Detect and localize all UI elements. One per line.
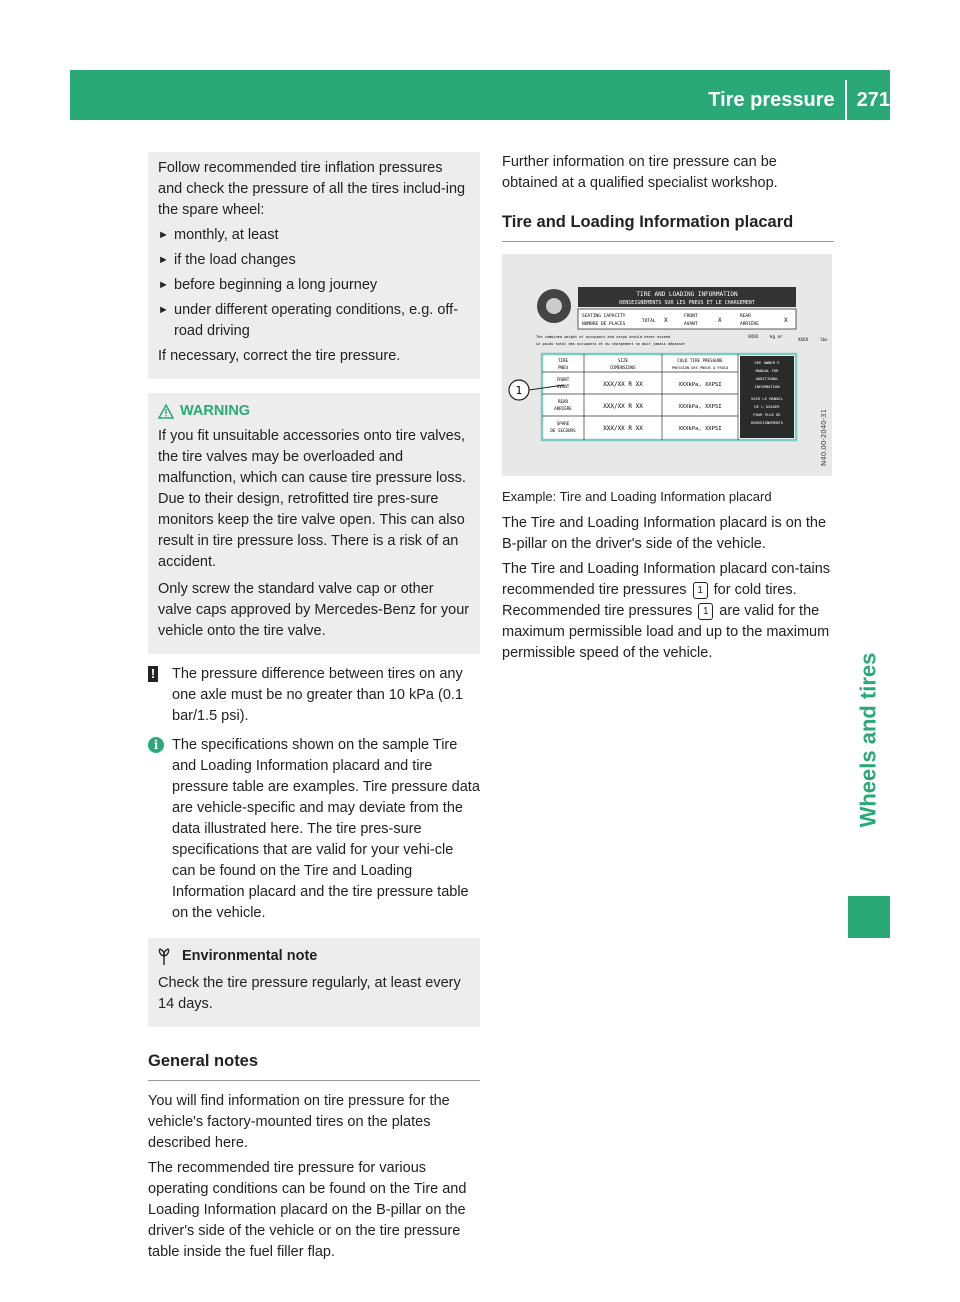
warning-title: WARNING	[158, 401, 470, 422]
svg-text:INFORMATION: INFORMATION	[754, 384, 780, 389]
placard-figure	[502, 254, 832, 476]
inflation-intro: Follow recommended tire inflation pressures and check the pressure of all the tires includ-ing the spare wheel:	[158, 160, 466, 218]
svg-text:XXXX: XXXX	[748, 334, 759, 339]
warning-text: If you fit unsuitable accessories onto tire valves, the tire valves may be overloaded and malfunction, which can cause tire pressure loss. Due to their design, retrofitted tire pres-sure monitors keep the tire valve open. This can also result in tire pressure loss. There is a risk of an accident.	[158, 428, 466, 570]
svg-text:Le poids total des occupants e: Le poids total des occupants et du chargement ne doit jamais dépasser	[536, 342, 686, 346]
right-column	[502, 152, 834, 664]
svg-text:DE SECOURS: DE SECOURS	[550, 428, 576, 433]
svg-text:ARRIÈRE: ARRIÈRE	[554, 406, 572, 411]
svg-text:REAR: REAR	[557, 399, 569, 404]
svg-text:POUR PLUS DE: POUR PLUS DE	[753, 412, 781, 417]
inflation-box	[148, 152, 480, 379]
svg-text:kg or: kg or	[770, 334, 783, 339]
list-item: ► monthly, at least	[158, 225, 470, 246]
caution-icon: !	[148, 666, 158, 682]
bullet-icon: ►	[158, 254, 169, 266]
svg-text:AVANT: AVANT	[556, 384, 570, 389]
svg-text:X: X	[784, 317, 788, 324]
page-number: 271	[856, 89, 890, 111]
svg-text:SIZE: SIZE	[617, 358, 629, 363]
svg-text:SEE OWNER'S: SEE OWNER'S	[754, 360, 780, 365]
general-text-1: You will find information on tire pressure for the vehicle's factory-mounted tires on the plates described here.	[148, 1093, 450, 1151]
svg-text:AVANT: AVANT	[684, 322, 698, 327]
svg-text:ARRIÈRE: ARRIÈRE	[740, 322, 759, 327]
svg-text:DE L'USAGER: DE L'USAGER	[754, 404, 780, 409]
side-tab-block	[848, 896, 890, 938]
svg-text:SPARE: SPARE	[556, 421, 570, 426]
svg-text:PRESSION DES PNEUS À FROID: PRESSION DES PNEUS À FROID	[671, 366, 729, 370]
header-separator	[845, 80, 847, 120]
placard-location-text: The Tire and Loading Information placard is on the B-pillar on the driver's side of the vehicle.	[502, 515, 827, 552]
bullet-icon: ►	[158, 304, 169, 316]
svg-text:The combined weight of occupan: The combined weight of occupants and cargo should never exceed	[536, 335, 671, 339]
svg-text:NOMBRE DE PLACES: NOMBRE DE PLACES	[582, 322, 626, 327]
svg-text:XXXkPa, XXPSI: XXXkPa, XXPSI	[678, 426, 722, 432]
svg-text:VOIR LE MANUEL: VOIR LE MANUEL	[750, 396, 784, 401]
svg-text:DIMENSIONS: DIMENSIONS	[610, 365, 636, 370]
svg-text:FRONT: FRONT	[556, 377, 570, 382]
header	[708, 86, 890, 114]
environment-icon	[158, 948, 170, 966]
svg-text:XXXkPa, XXPSI: XXXkPa, XXPSI	[678, 382, 722, 388]
svg-text:XXX/XX R XX: XXX/XX R XX	[603, 403, 643, 410]
intro-text: Further information on tire pressure can be obtained at a qualified specialist workshop.	[502, 154, 778, 191]
list-item: ► if the load changes	[158, 250, 470, 271]
svg-text:lbs: lbs	[820, 337, 828, 342]
svg-text:COLD TIRE PRESSURE: COLD TIRE PRESSURE	[677, 358, 723, 363]
environment-text: Check the tire pressure regularly, at least every 14 days.	[158, 975, 461, 1012]
svg-text:X: X	[664, 317, 668, 324]
info-note: i The specifications shown on the sample Tire and Loading Information placard and tire pressure table are examples. Tire pressure data are vehicle-specific and may deviate from the data illustrated here. The tire pres-sure specifications that are valid for your vehi-cle can be found on the Tire and Loading Information placard and the tire pressure table on the vehicle.	[148, 735, 480, 924]
warning-box	[148, 393, 480, 654]
svg-text:FRONT: FRONT	[684, 314, 698, 319]
svg-text:TOTAL: TOTAL	[642, 319, 656, 324]
general-text-2: The recommended tire pressure for various operating conditions can be found on the Tire and Loading Information placard on the B-pillar on the driver's side of the vehicle or on the tire pressure table inside the fuel filler flap.	[148, 1160, 467, 1260]
svg-text:1: 1	[515, 384, 523, 397]
warning-text-2: Only screw the standard valve cap or other valve caps approved by Mercedes-Benz for your vehicle onto the tire valve.	[158, 581, 470, 639]
section-heading-general: General notes	[148, 1051, 480, 1081]
figure-caption: Example: Tire and Loading Information placard	[502, 489, 772, 504]
environment-title: Environmental note	[158, 946, 470, 967]
svg-text:MANUAL FOR: MANUAL FOR	[755, 368, 779, 373]
svg-text:TIRE: TIRE	[557, 358, 569, 363]
caution-note: ! The pressure difference between tires on any one axle must be no greater than 10 kPa (0.1 bar/1.5 psi).	[148, 664, 480, 727]
inflation-list	[158, 225, 470, 342]
svg-text:SEATING CAPACITY: SEATING CAPACITY	[582, 314, 626, 319]
svg-text:XXX/XX R XX: XXX/XX R XX	[603, 381, 643, 388]
page-title: Tire pressure	[708, 89, 835, 111]
svg-text:X: X	[718, 317, 722, 324]
placard-title-fr: RENSEIGNEMENTS SUR LES PNEUS ET LE CHARGEMENT	[619, 300, 755, 306]
bullet-icon: ►	[158, 229, 169, 241]
reference-marker: 1	[698, 603, 713, 620]
reference-marker: 1	[693, 582, 708, 599]
svg-text:XXXkPa, XXPSI: XXXkPa, XXPSI	[678, 404, 722, 410]
figure-code: N40.00-2040-31	[820, 408, 828, 466]
placard-pressure-text: The Tire and Loading Information placard con-tains recommended tire pressures 1 for cold tires. Recommended tire pressures 1 are valid for the maximum permissible load and up to the maximum permissible speed of the vehicle.	[502, 561, 831, 661]
svg-text:RENSEIGNEMENTS: RENSEIGNEMENTS	[750, 420, 784, 425]
placard-title: TIRE AND LOADING INFORMATION	[636, 291, 738, 298]
side-tab-label: Wheels and tires	[855, 652, 881, 828]
svg-text:REAR: REAR	[740, 314, 751, 319]
placard-illustration	[502, 254, 832, 476]
left-column	[148, 152, 480, 1263]
svg-text:ADDITIONAL: ADDITIONAL	[755, 376, 779, 381]
svg-text:XXX/XX R XX: XXX/XX R XX	[603, 425, 643, 432]
section-heading-placard: Tire and Loading Information placard	[502, 212, 834, 242]
info-icon: i	[148, 737, 164, 753]
warning-icon	[158, 404, 174, 419]
list-item: ► under different operating conditions, e.g. off-road driving	[158, 302, 459, 339]
bullet-icon: ►	[158, 279, 169, 291]
inflation-outro: If necessary, correct the tire pressure.	[158, 348, 401, 364]
environment-box	[148, 938, 480, 1027]
list-item: ► before beginning a long journey	[158, 275, 470, 296]
svg-text:PNEU: PNEU	[557, 365, 569, 370]
svg-text:XXXX: XXXX	[798, 337, 809, 342]
